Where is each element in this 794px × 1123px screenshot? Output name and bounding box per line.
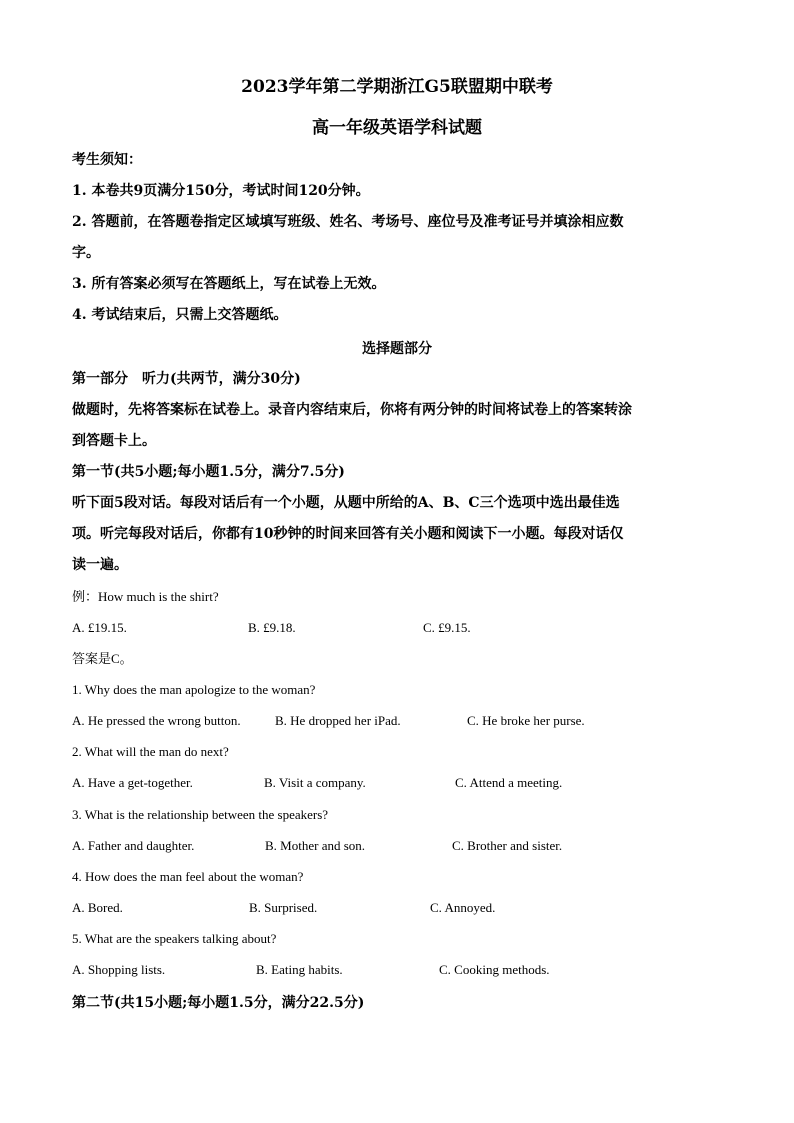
question-5-option-c: C. Cooking methods. xyxy=(439,962,550,977)
exam-subtitle: 高一年级英语学科试题 xyxy=(312,118,482,138)
question-1-option-a: A. He pressed the wrong button. xyxy=(72,713,241,728)
part1-intro-cont: 到答题卡上。 xyxy=(72,433,156,449)
question-5-option-b: B. Eating habits. xyxy=(256,962,343,977)
question-4-option-a: A. Bored. xyxy=(72,900,123,915)
question-3-option-a: A. Father and daughter. xyxy=(72,838,195,853)
exam-title: 2023学年第二学期浙江G5联盟期中联考 xyxy=(241,77,553,97)
example-option-c: C. £9.15. xyxy=(423,620,471,635)
notice-item-4: 4. 考试结束后，只需上交答题纸。 xyxy=(72,307,288,323)
question-4: 4. How does the man feel about the woman? xyxy=(72,869,304,884)
notice-heading: 考生须知： xyxy=(72,152,142,168)
question-5-option-a: A. Shopping lists. xyxy=(72,962,166,977)
question-4-option-c: C. Annoyed. xyxy=(430,900,496,915)
section1-intro-end: 读一遍。 xyxy=(72,557,128,573)
question-2-option-a: A. Have a get-together. xyxy=(72,775,193,790)
question-2: 2. What will the man do next? xyxy=(72,744,229,759)
notice-item-3: 3. 所有答案必须写在答题纸上，写在试卷上无效。 xyxy=(72,276,386,292)
notice-item-2-cont: 字。 xyxy=(72,245,100,261)
question-3-option-b: B. Mother and son. xyxy=(265,838,366,853)
question-1-option-b: B. He dropped her iPad. xyxy=(275,713,401,728)
section-label: 选择题部分 xyxy=(362,341,432,357)
section1-heading: 第一节(共5小题;每小题1.5分，满分7.5分) xyxy=(72,464,345,480)
question-2-option-c: C. Attend a meeting. xyxy=(455,775,563,790)
example-option-b: B. £9.18. xyxy=(248,620,296,635)
question-1: 1. Why does the man apologize to the woman? xyxy=(72,682,316,697)
section2-heading: 第二节(共15小题;每小题1.5分，满分22.5分) xyxy=(72,995,365,1011)
question-3: 3. What is the relationship between the speakers? xyxy=(72,807,329,822)
question-2-option-b: B. Visit a company. xyxy=(264,775,366,790)
notice-item-1: 1. 本卷共9页满分150分，考试时间120分钟。 xyxy=(72,183,370,199)
question-5: 5. What are the speakers talking about? xyxy=(72,931,277,946)
example-question: 例：How much is the shirt? xyxy=(72,589,219,604)
section1-intro-cont: 项。听完每段对话后，你都有10秒钟的时间来回答有关小题和阅读下一小题。每段对话仅 xyxy=(72,526,624,542)
question-4-option-b: B. Surprised. xyxy=(249,900,318,915)
part1-heading: 第一部分 听力(共两节，满分30分) xyxy=(72,371,301,387)
question-1-option-c: C. He broke her purse. xyxy=(467,713,585,728)
example-answer: 答案是C。 xyxy=(72,651,133,666)
part1-intro: 做题时，先将答案标在试卷上。录音内容结束后，你将有两分钟的时间将试卷上的答案转涂 xyxy=(72,402,632,418)
example-option-a: A. £19.15. xyxy=(72,620,127,635)
section1-intro: 听下面5段对话。每段对话后有一个小题，从题中所给的A、B、C三个选项中选出最佳选 xyxy=(72,495,620,511)
question-3-option-c: C. Brother and sister. xyxy=(452,838,563,853)
notice-item-2: 2. 答题前，在答题卷指定区域填写班级、姓名、考场号、座位号及准考证号并填涂相应数 xyxy=(72,214,624,230)
